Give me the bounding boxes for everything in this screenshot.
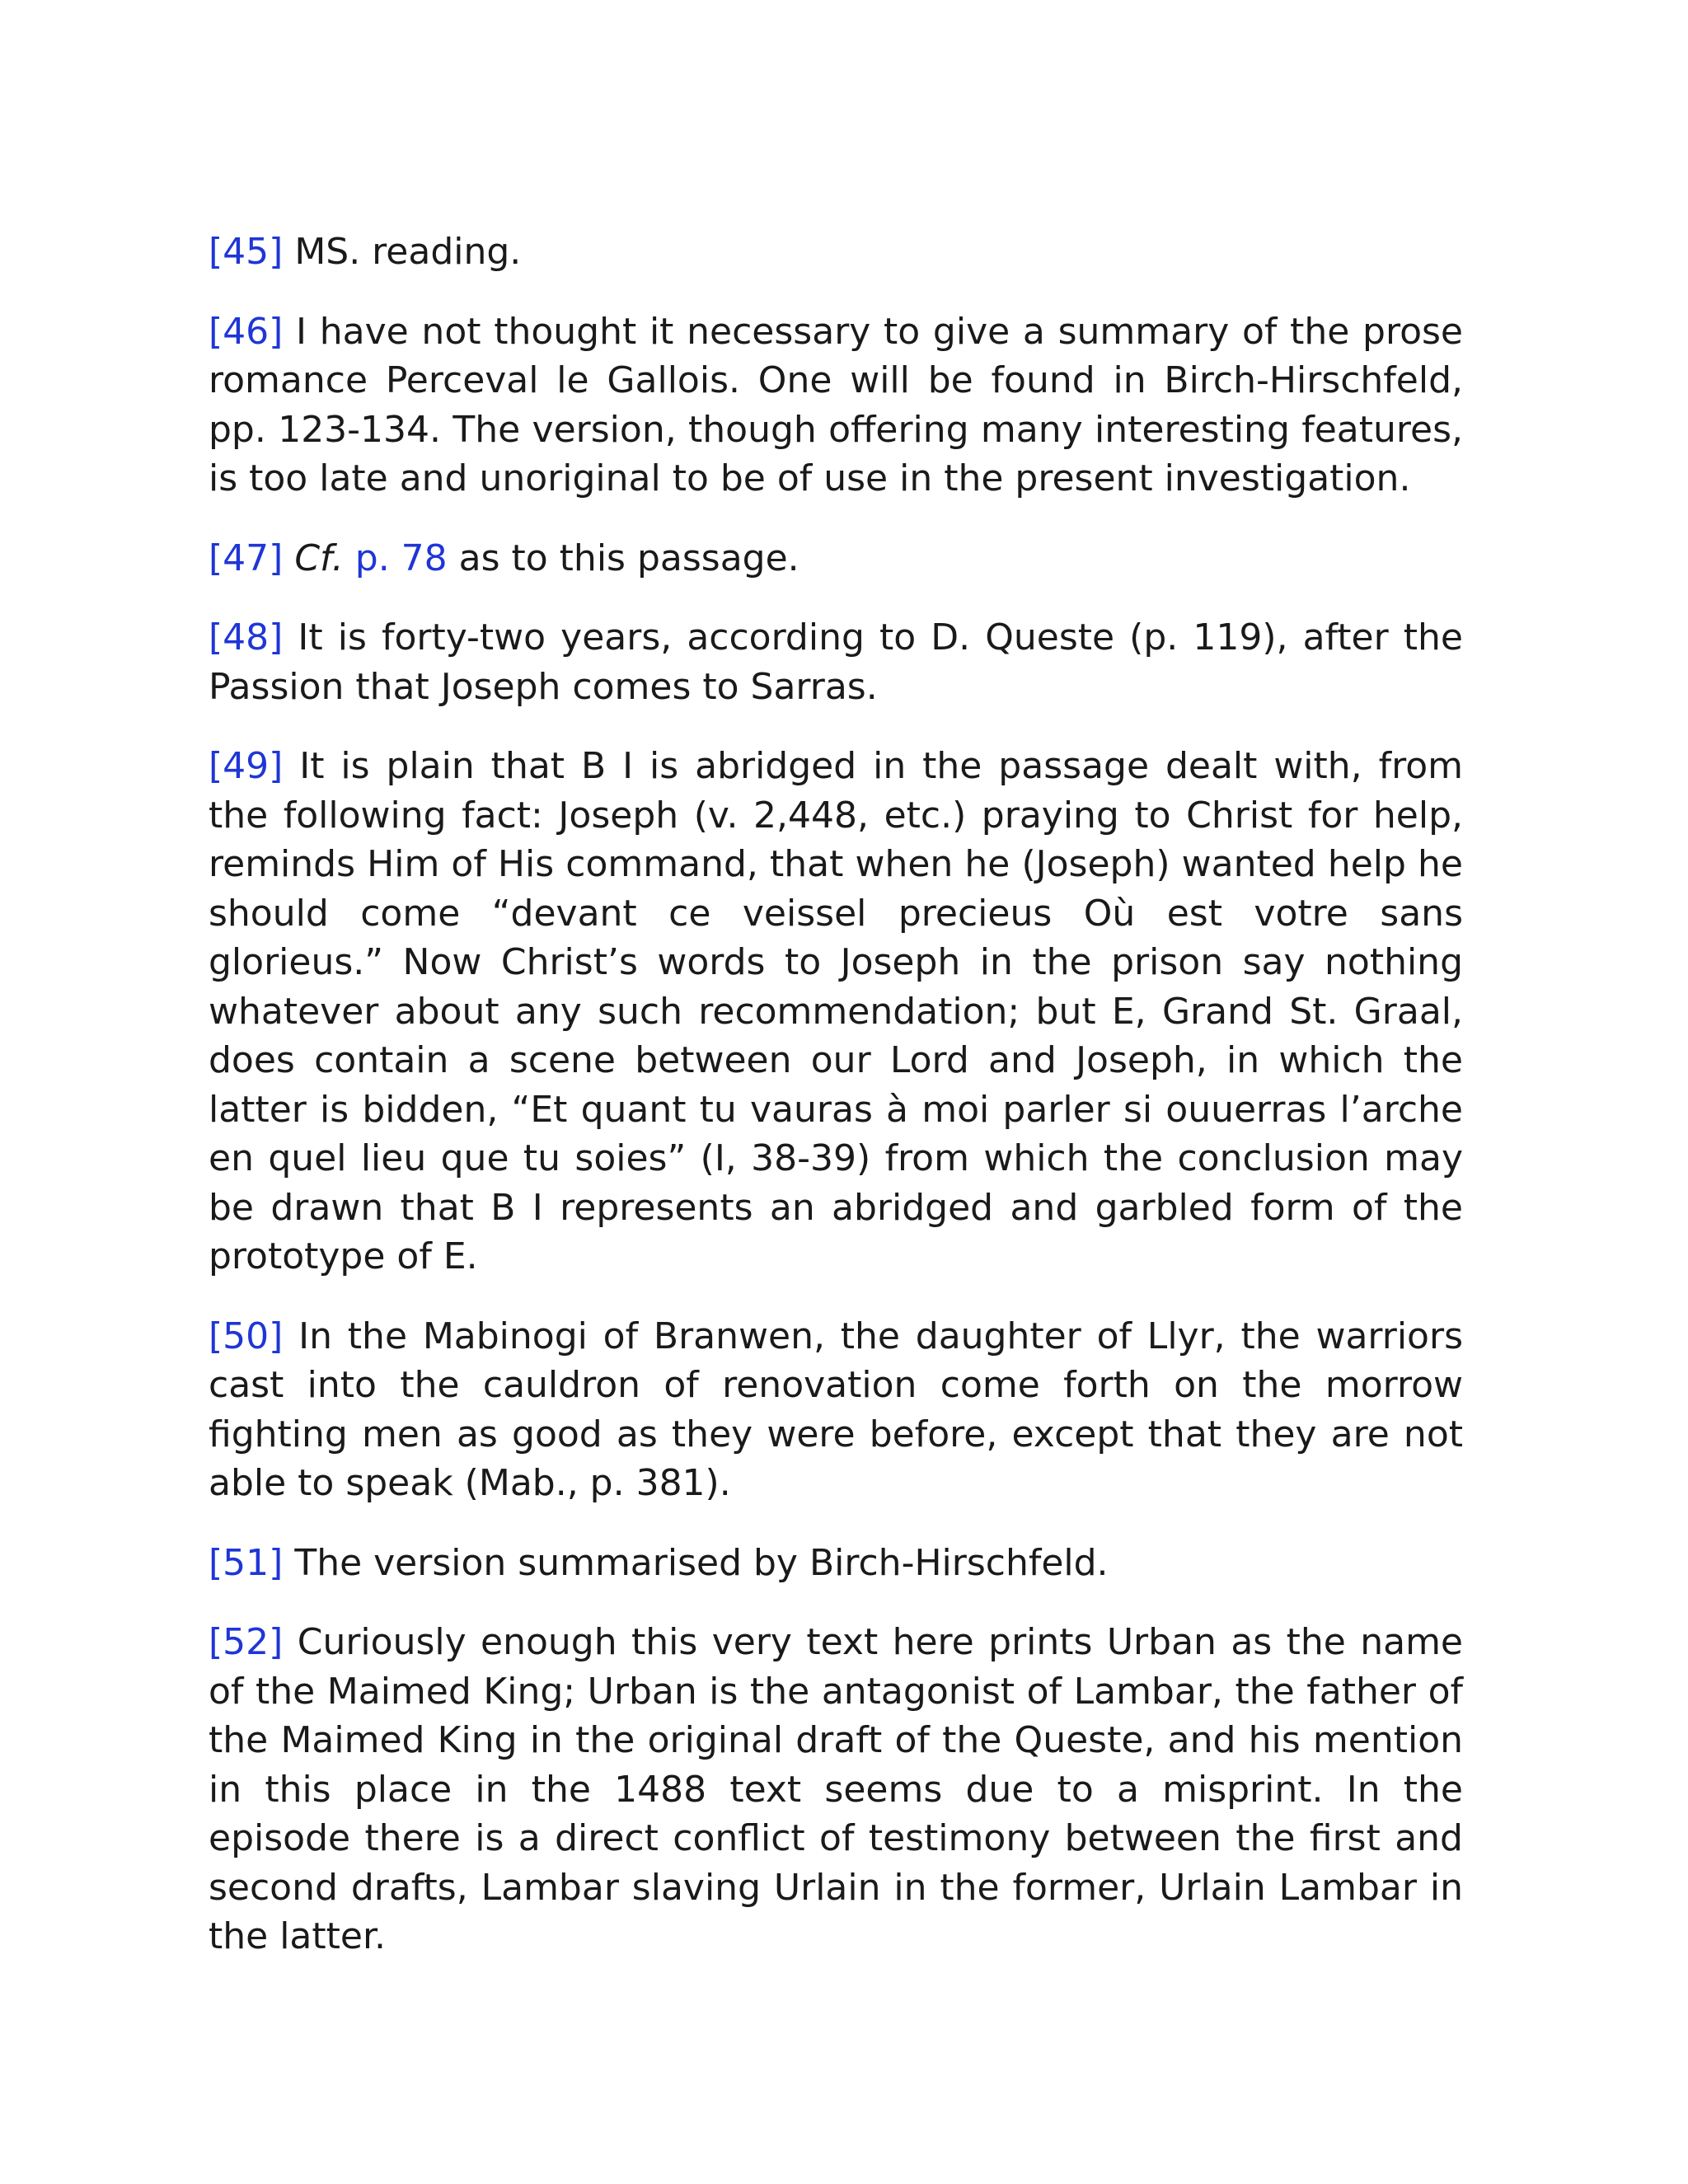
- footnote-ref-46[interactable]: [46]: [209, 310, 284, 353]
- footnote-text-47: as to this passage.: [447, 537, 799, 579]
- footnote-text-49: It is plain that B I is abridged in the passage dealt with, from the following fact: Joseph (v. 2,448, etc.) praying to Christ for help, reminds Him of His command, that when he (Joseph) wanted help he should come “devant ce veissel precieus Où est votre sans glorieus.” Now Christ’s words to Joseph in the prison say nothing whatever about any such recommendation; but E, Grand St. Graal, does contain a scene between our Lord and Joseph, in which the latter is bidden, “Et quant tu vauras à moi parler si ouuerras l’arche en quel lieu que tu soies” (I, 38-39) from which the conclusion may be drawn that B I represents an abridged and garbled form of the prototype of E.: [209, 745, 1463, 1277]
- footnote-cf-47: Cf.: [294, 537, 344, 579]
- footnote-text-51: The version summarised by Birch-Hirschfeld.: [283, 1541, 1109, 1584]
- footnote-text-52: Curiously enough this very text here prints Urban as the name of the Maimed King; Urban is the antagonist of Lambar, the father of the Maimed King in the original draft of the Queste, and his mention in this place in the 1488 text seems due to a misprint. In the episode there is a direct conflict of testimony between the first and second drafts, Lambar slaving Urlain in the former, Urlain Lambar in the latter.: [209, 1621, 1463, 1957]
- footnote-ref-51[interactable]: [51]: [209, 1541, 284, 1584]
- footnote-text-48: It is forty-two years, according to D. Queste (p. 119), after the Passion that Joseph comes to Sarras.: [209, 616, 1463, 708]
- footnote-ref-52[interactable]: [52]: [209, 1621, 284, 1663]
- footnote-text-46: I have not thought it necessary to give a summary of the prose romance Perceval le Gallois. One will be found in Birch-Hirschfeld, pp. 123-134. The version, though offering many interesting features, is too late and unoriginal to be of use in the present investigation.: [209, 310, 1463, 499]
- footnote-49: [209, 742, 1463, 1282]
- footnote-ref-49[interactable]: [49]: [209, 745, 284, 787]
- footnotes-page: [209, 227, 1463, 1992]
- page-link-p78[interactable]: p. 78: [354, 537, 448, 579]
- footnote-48: [209, 613, 1463, 711]
- footnote-47: [209, 534, 1463, 583]
- footnote-50: [209, 1312, 1463, 1508]
- footnote-ref-48[interactable]: [48]: [209, 616, 284, 658]
- footnote-52: [209, 1618, 1463, 1961]
- footnote-text-50: In the Mabinogi of Branwen, the daughter of Llyr, the warriors cast into the cauldron of renovation come forth on the morrow fighting men as good as they were before, except that they are not able to speak (Mab., p. 381).: [209, 1315, 1463, 1504]
- footnote-space-47: [283, 537, 294, 579]
- footnote-text-45: MS. reading.: [283, 231, 522, 273]
- footnote-ref-47[interactable]: [47]: [209, 537, 284, 579]
- footnote-ref-45[interactable]: [45]: [209, 231, 284, 273]
- footnote-51: [209, 1539, 1463, 1588]
- footnote-ref-50[interactable]: [50]: [209, 1315, 284, 1357]
- footnote-46: [209, 307, 1463, 504]
- footnote-45: [209, 227, 1463, 277]
